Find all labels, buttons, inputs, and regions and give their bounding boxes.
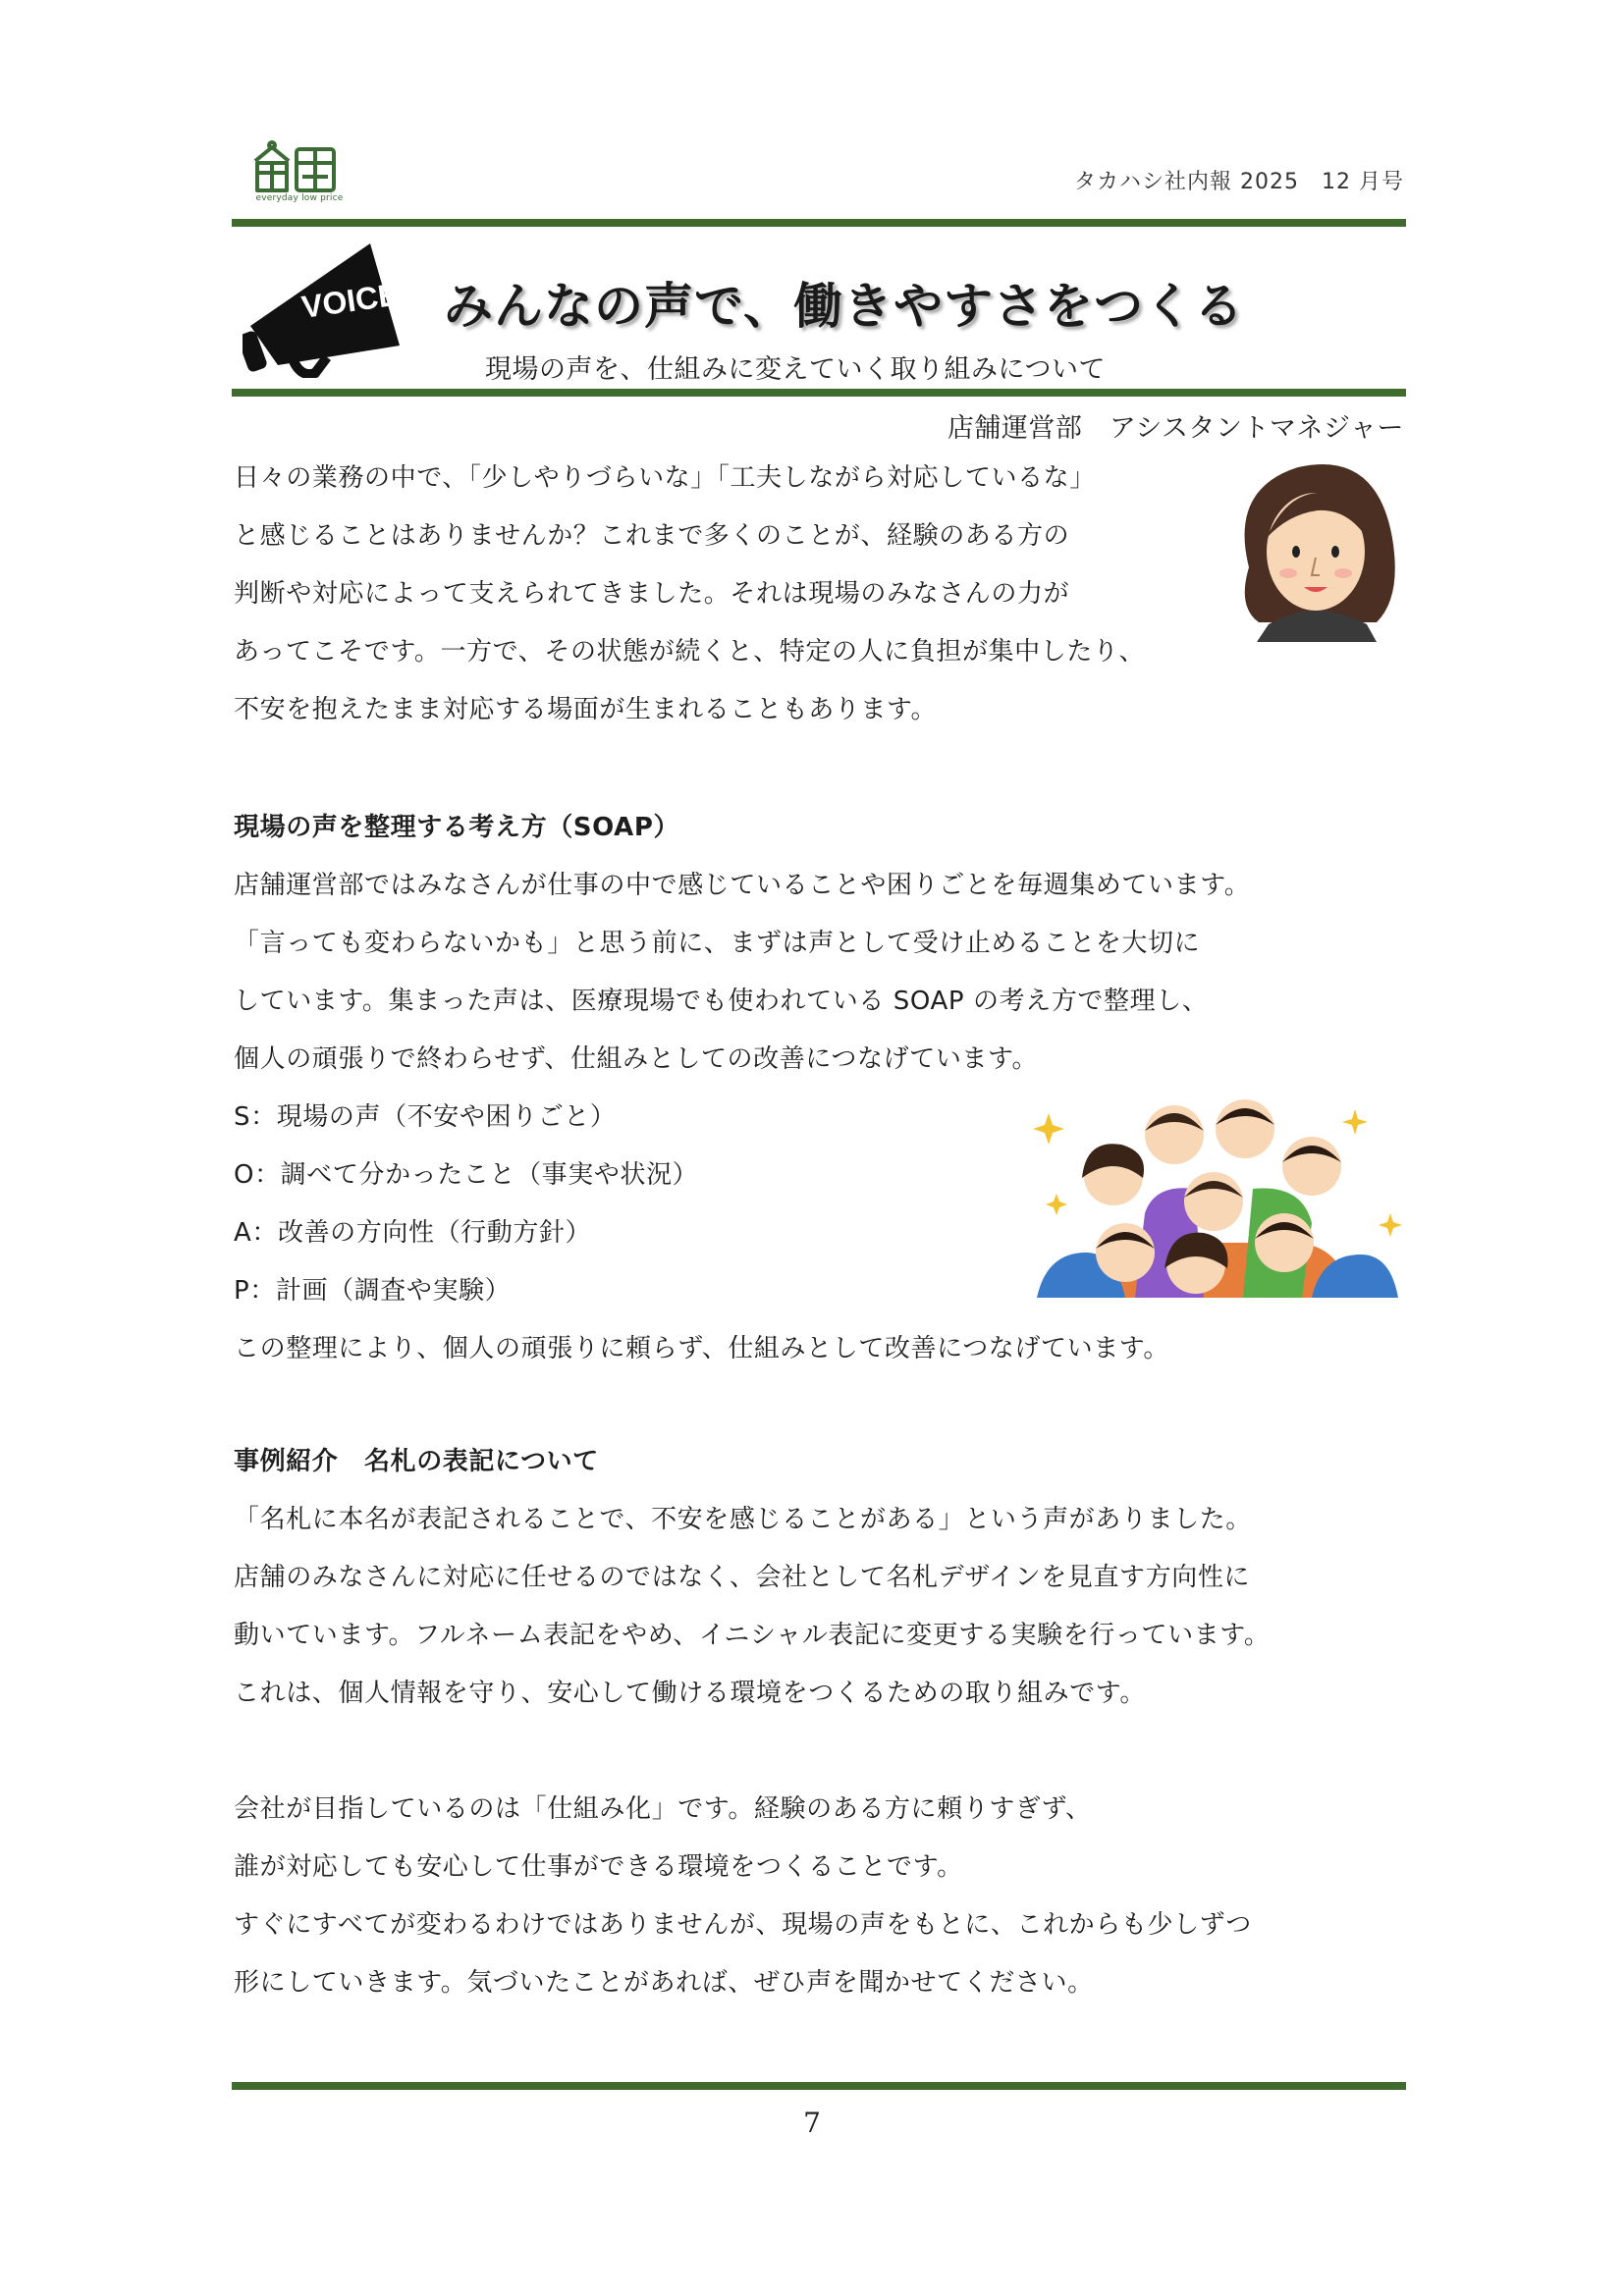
section-line: しています。集まった声は、医療現場でも使われている SOAP の考え方で整理し、: [234, 987, 1209, 1016]
author-portrait-illustration: [1229, 450, 1402, 642]
logo-tagline: everyday low price: [255, 193, 344, 203]
page-number: 7: [803, 2107, 821, 2139]
author-byline: 店舗運営部 アシスタントマネジャー: [947, 413, 1404, 444]
closing-line: すぐにすべてが変わるわけではありませんが、現場の声をもとに、これからも少しずつ: [234, 1910, 1252, 1940]
section-line: 店舗運営部ではみなさんが仕事の中で感じていることや困りごとを毎週集めています。: [234, 871, 1251, 900]
issue-label: タカハシ社内報 2025 12 月号: [1074, 170, 1404, 194]
closing-line: 形にしていきます。気づいたことがあれば、ぜひ声を聞かせてください。: [234, 1968, 1094, 1998]
section-heading-soap: 現場の声を整理する考え方（SOAP）: [234, 813, 680, 842]
title-divider: [232, 389, 1406, 397]
soap-item-a: A：改善の方向性（行動方針）: [234, 1218, 592, 1248]
article-subtitle: 現場の声を、仕組みに変えていく取り組みについて: [485, 354, 1106, 385]
article-title: みんなの声で、働きやすさをつくる: [444, 278, 1244, 335]
intro-line: 不安を抱えたまま対応する場面が生まれることもあります。: [234, 695, 938, 724]
intro-line: 日々の業務の中で、「少しやりづらいな」「工夫しながら対応しているな」: [234, 463, 1096, 493]
header-divider: [232, 219, 1406, 227]
cheering-crowd-illustration: [1027, 1095, 1406, 1298]
section-line: 「言っても変わらないかも」と思う前に、まずは声として受け止めることを大切に: [234, 929, 1201, 958]
intro-line: あってこそです。一方で、その状態が続くと、特定の人に負担が集中したり、: [234, 637, 1146, 667]
closing-line: 会社が目指しているのは「仕組み化」です。経験のある方に頼りすぎず、: [234, 1794, 1092, 1824]
section-line: 店舗のみなさんに対応に任せるのではなく、会社として名札デザインを見直す方向性に: [234, 1563, 1251, 1592]
section-line: 動いています。フルネーム表記をやめ、イニシャル表記に変更する実験を行っています。: [234, 1621, 1271, 1650]
section-line: 「名札に本名が表記されることで、不安を感じることがある」という声がありました。: [234, 1505, 1252, 1534]
soap-item-o: O：調べて分かったこと（事実や状況）: [234, 1160, 699, 1190]
section-line: この整理により、個人の頑張りに頼らず、仕組みとして改善につなげています。: [234, 1334, 1169, 1363]
intro-line: と感じることはありませんか？これまで多くのことが、経験のある方の: [234, 521, 1070, 551]
megaphone-icon: [243, 236, 417, 378]
soap-item-p: P：計画（調査や実験）: [234, 1276, 512, 1306]
footer-divider: [232, 2082, 1406, 2090]
closing-line: 誰が対応しても安心して仕事ができる環境をつくることです。: [234, 1852, 963, 1882]
soap-item-s: S：現場の声（不安や困りごと）: [234, 1102, 617, 1132]
section-line: 個人の頑張りで終わらせず、仕組みとしての改善につなげています。: [234, 1044, 1039, 1074]
intro-line: 判断や対応によって支えられてきました。それは現場のみなさんの力が: [234, 579, 1070, 609]
voice-badge-text: VOICE: [298, 276, 402, 325]
section-heading-nametag: 事例紹介 名札の表記について: [234, 1447, 599, 1476]
section-line: これは、個人情報を守り、安心して働ける環境をつくるための取り組みです。: [234, 1679, 1146, 1708]
